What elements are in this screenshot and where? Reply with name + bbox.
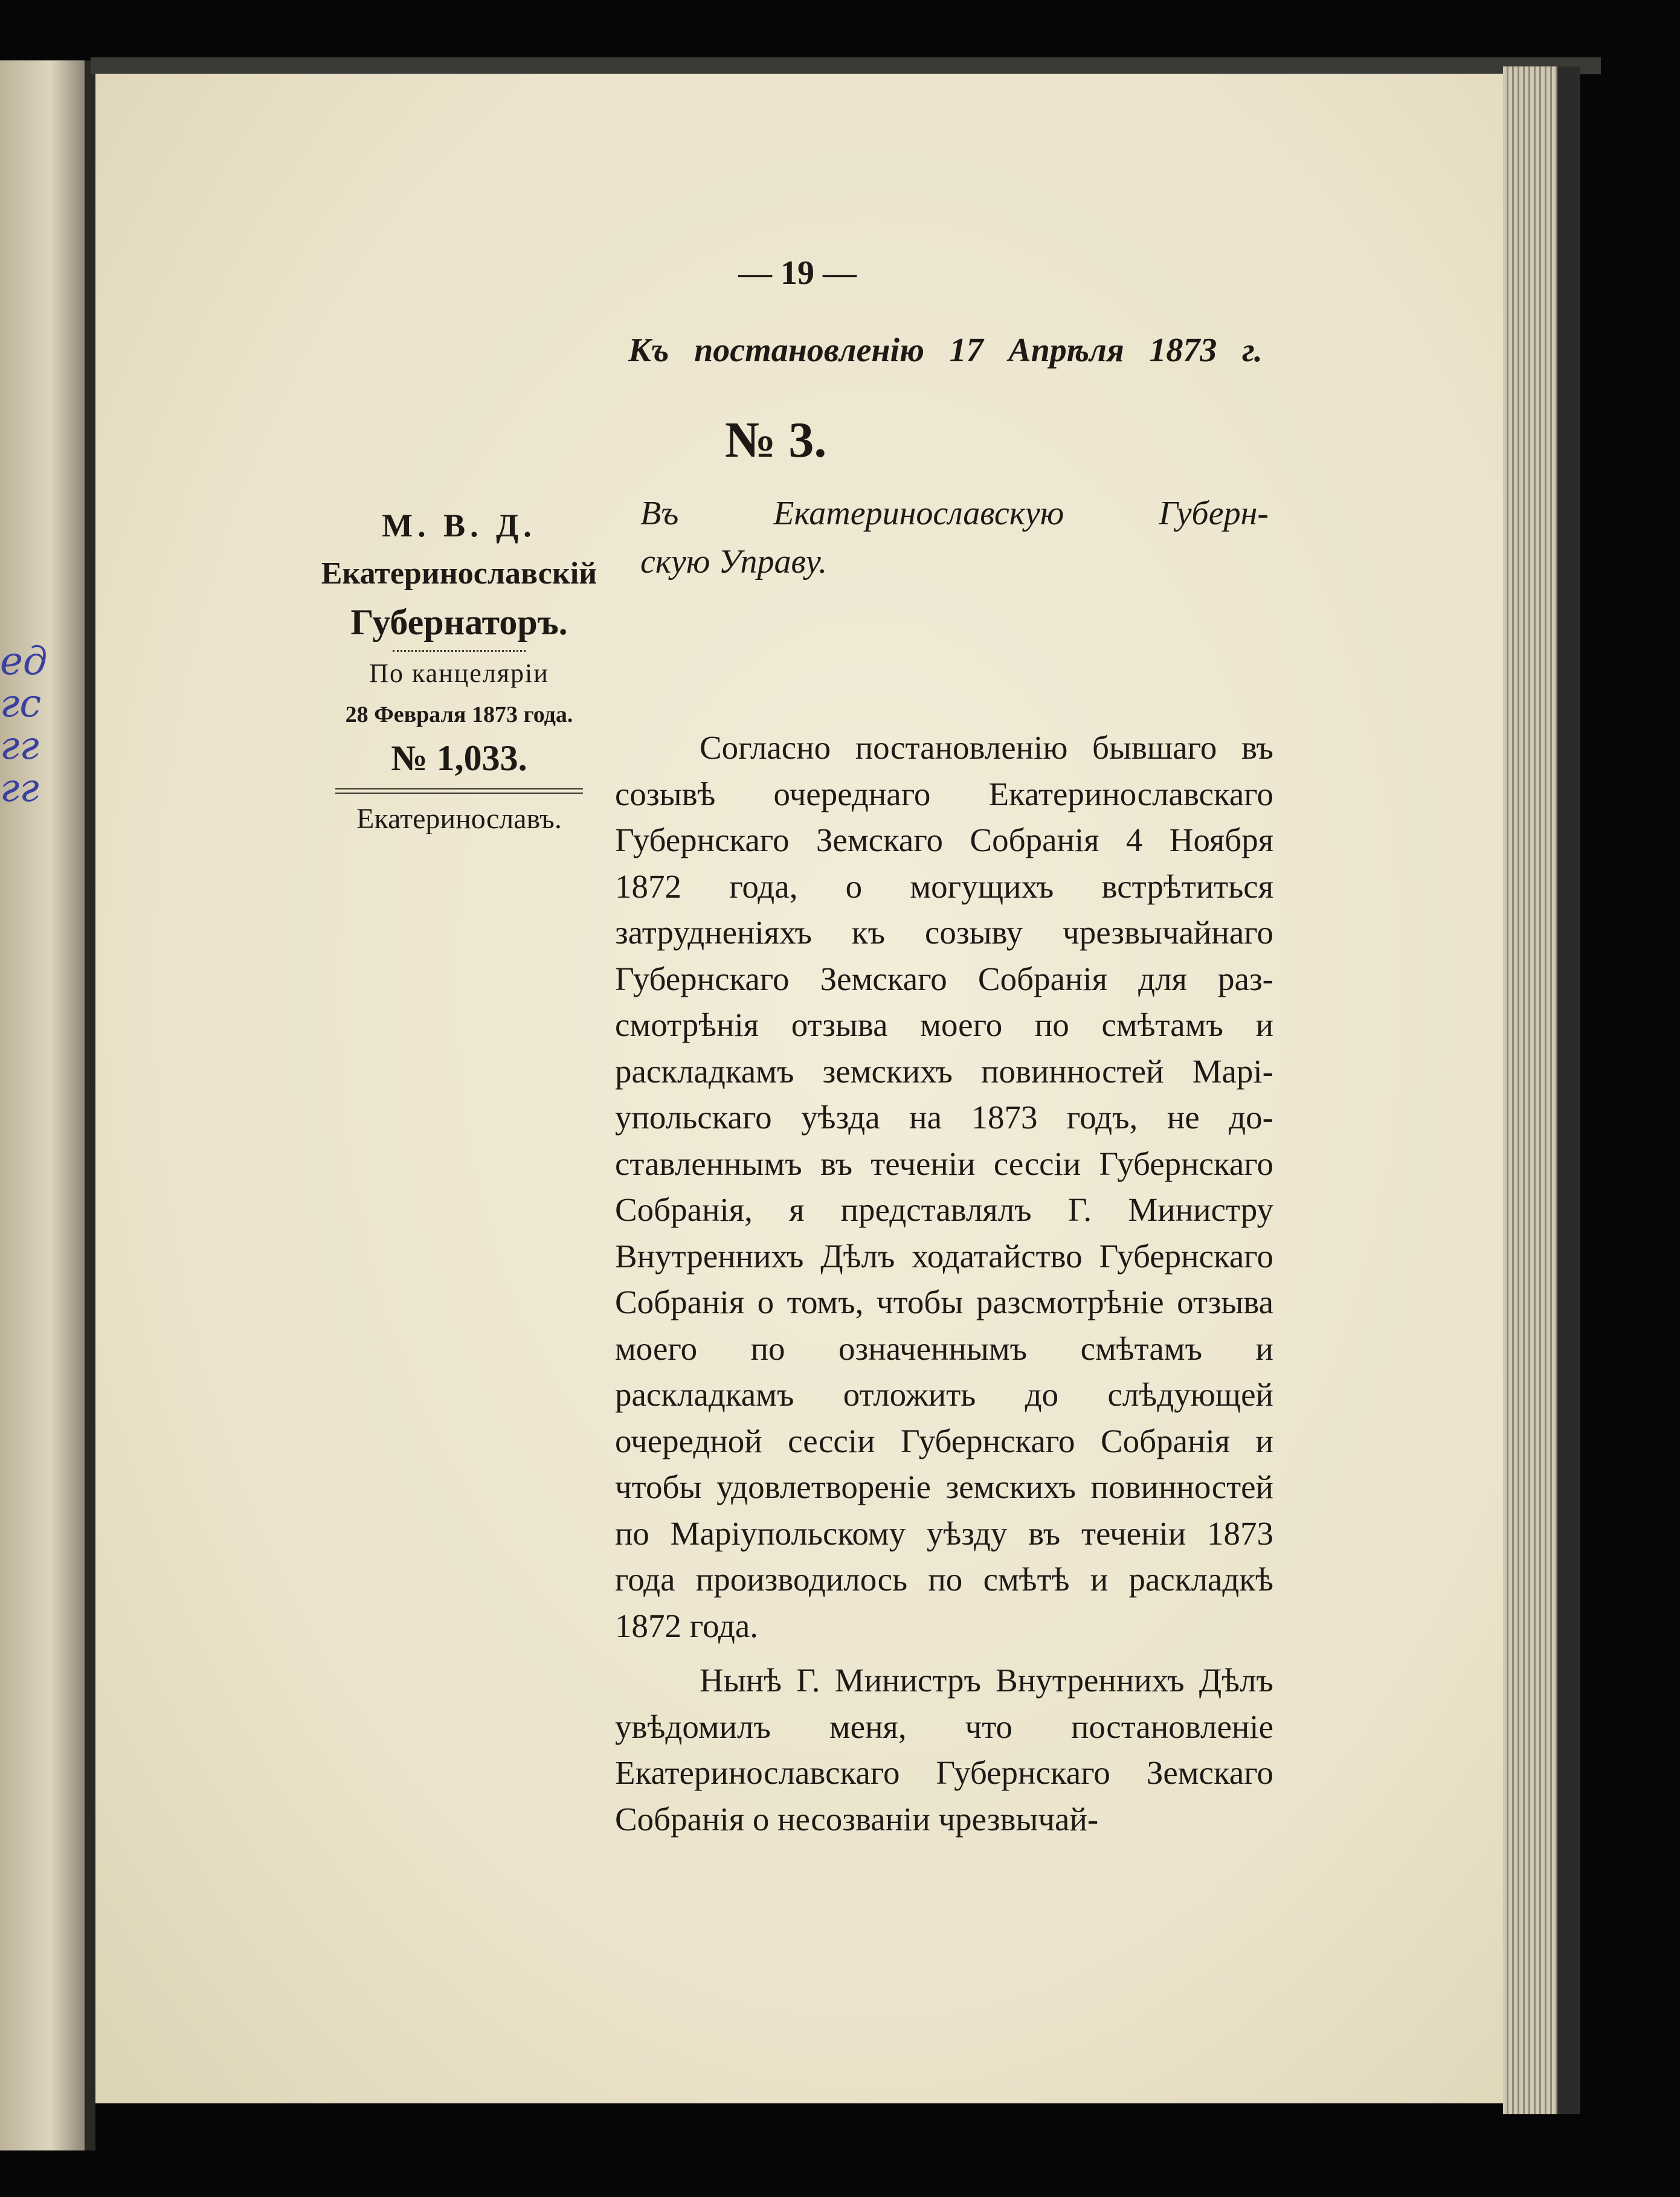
outgoing-number: № 1,033. [391, 738, 527, 778]
page-number: — 19 — [738, 254, 857, 292]
addressee-line-2: скую Управу. [640, 543, 828, 581]
addressee-line-1: Въ Екатеринославскую Губерн- [640, 495, 1269, 532]
cover-edge-right [1557, 66, 1580, 2114]
paragraph: Нынѣ Г. Министръ Внутреннихъ Дѣлъ увѣдомилъ меня, что постановленіе Екатеринославскаго Губернскаго Земскаго Собранія о несозваніи чрезвычай- [615, 1662, 1273, 1838]
left-facing-page [0, 60, 85, 2150]
ministry-abbreviation: М. В. Д. [382, 507, 536, 544]
reference-heading: Къ постановленію 17 Апрѣля 1873 г. [628, 332, 1263, 369]
margin-handwriting: ед гс гг гг [0, 639, 48, 811]
double-separator [335, 788, 583, 794]
office-line: По канцеляріи [369, 658, 549, 688]
sender-block [308, 501, 610, 838]
document-number: № 3. [725, 412, 827, 468]
page-edges [1503, 66, 1557, 2114]
addressee [640, 489, 1269, 586]
cover-edge-top [91, 57, 1601, 74]
governor-word: Губернаторъ. [350, 602, 568, 642]
body-text [615, 725, 1273, 1842]
paragraph: Согласно постановленію бывшаго въ созывѣ очереднаго Екатеринославскаго Губернскаго Земскаго Собранія 4 Ноября 1872 года, о могущихъ встрѣтиться затрудненіяхъ къ созыву чрезвычайнаго Губернскаго Земскаго Собранія для разсмотрѣнія отзыва моего по смѣтамъ и раскладкамъ земскихъ повинностей Маріупольскаго уѣзда на 1873 годъ, не доставленнымъ въ теченіи сессіи Губернскаго Собранія, я представлялъ Г. Министру Внутреннихъ Дѣлъ ходатайство Губернскаго Собранія о томъ, чтобы разсмотрѣніе отзыва моего по означеннымъ смѣтамъ и раскладкамъ отложить до слѣдующей очередной сессіи Губернскаго Собранія и чтобы удовлетвореніе земскихъ повинностей по Маріупольскому уѣзду въ теченіи 1873 года производилось по смѣтѣ и раскладкѣ 1872 года. [615, 729, 1273, 1644]
governor-title: Екатеринославскій [321, 556, 597, 591]
city-name: Екатеринославъ. [356, 803, 562, 835]
book-gutter [85, 60, 95, 2150]
letter-date: 28 Февраля 1873 года. [345, 702, 573, 727]
